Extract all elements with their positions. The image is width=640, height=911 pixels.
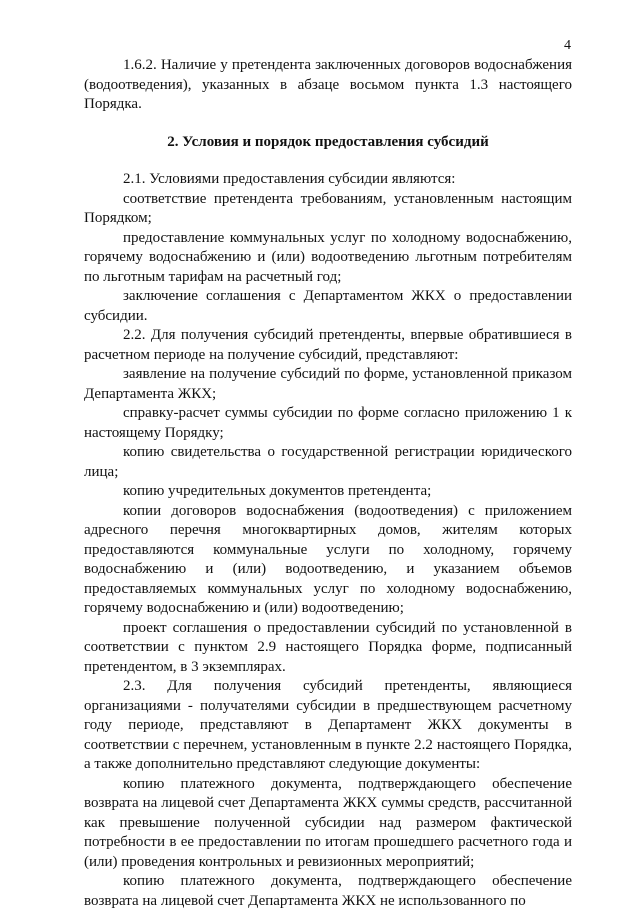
- section-heading: 2. Условия и порядок предоставления субсидий: [167, 133, 489, 150]
- paragraph: заключение соглашения с Департаментом ЖКХ о предоставлении субсидии.: [84, 288, 572, 324]
- paragraph: 2.2. Для получения субсидий претенденты, впервые обратившиеся в расчетном периоде на получение субсидий, представляют:: [84, 327, 572, 363]
- paragraph: копию свидетельства о государственной регистрации юридического лица;: [84, 444, 572, 480]
- paragraph: проект соглашения о предоставлении субсидий по установленной в соответствии с пунктом 2.9 настоящего Порядка форме, подписанный претендентом, в 3 экземплярах.: [84, 619, 572, 675]
- paragraph: 2.3. Для получения субсидий претенденты, являющиеся организациями - получателями субсидии в предшествующем расчетному году периоде, представляют в Департамент ЖКХ документы в соответствии с перечнем, установленным в пункте 2.2 настоящего Порядка, а также дополнительно представляют следующие документы:: [84, 678, 572, 772]
- paragraph: предоставление коммунальных услуг по холодному водоснабжению, горячему водоснабжению и (или) водоотведению льготным потребителям по льготным тарифам на расчетный год;: [84, 229, 572, 285]
- page-number: 4: [564, 38, 571, 53]
- paragraph: копию учредительных документов претендента;: [123, 483, 432, 499]
- paragraph: 2.1. Условиями предоставления субсидии являются:: [123, 171, 456, 187]
- paragraph: заявление на получение субсидий по форме, установленной приказом Департамента ЖКХ;: [84, 366, 572, 402]
- document-body: [84, 56, 572, 911]
- paragraph: соответствие претендента требованиям, установленным настоящим Порядком;: [84, 190, 572, 226]
- paragraph: копию платежного документа, подтверждающего обеспечение возврата на лицевой счет Департамента ЖКХ не использованного по: [84, 873, 572, 909]
- paragraph-1-6-2: 1.6.2. Наличие у претендента заключенных договоров водоснабжения (водоотведения), указанных в абзаце восьмом пункта 1.3 настоящего Порядка.: [84, 57, 572, 112]
- paragraph: справку-расчет суммы субсидии по форме согласно приложению 1 к настоящему Порядку;: [84, 405, 572, 441]
- paragraph: копию платежного документа, подтверждающего обеспечение возврата на лицевой счет Департамента ЖКХ суммы средств, рассчитанной как превышение полученной субсидии над размером фактической потребности в ее предоставлении по итогам прошедшего расчетного года и (или) проведения контрольных и ревизионных мероприятий;: [84, 775, 572, 870]
- paragraph: копии договоров водоснабжения (водоотведения) с приложением адресного перечня многоквартирных домов, жителям которых предоставляются коммунальные услуги по холодному, горячему водоснабжению и (или) водоотведению, и указанием объемов предоставляемых коммунальных услуг по холодному водоснабжению, горячему водоснабжению и (или) водоотведению;: [84, 502, 572, 616]
